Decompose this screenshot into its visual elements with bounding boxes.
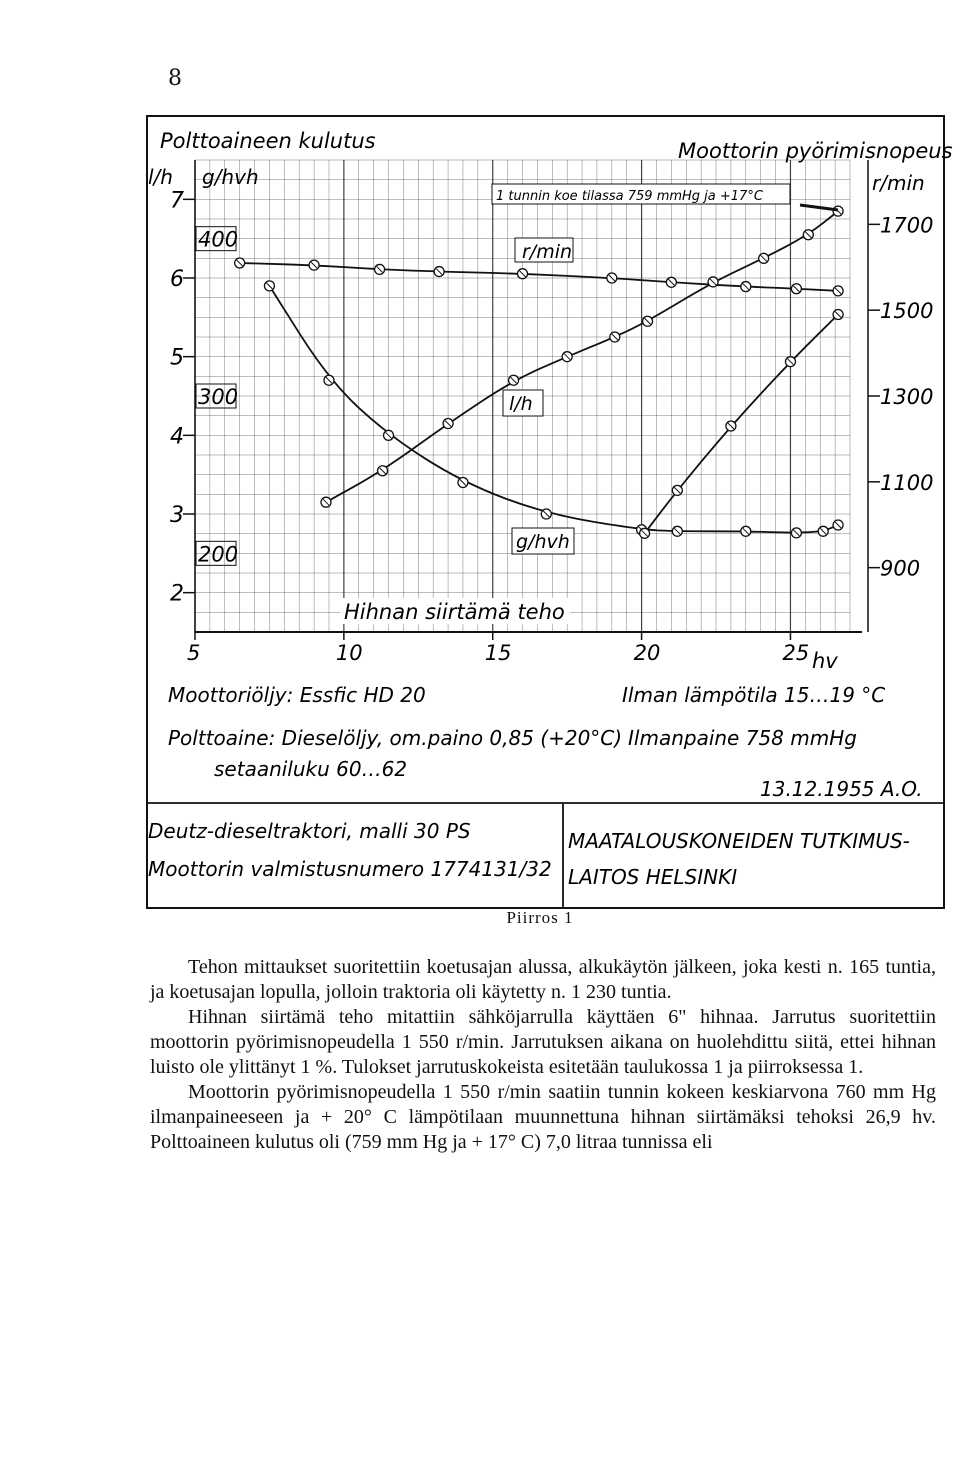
info-institute-1: MAATALOUSKONEIDEN TUTKIMUS- — [568, 829, 910, 853]
series-line-3 — [645, 314, 839, 533]
rpm-tick-label: 1300 — [880, 385, 934, 409]
g-tick-label: 400 — [198, 227, 239, 252]
left-unit-lh: l/h — [148, 165, 173, 189]
lh-tick-label: 2 — [170, 581, 184, 607]
label-lh: l/h — [509, 393, 533, 415]
paragraph: Tehon mittaukset suoritettiin koetusajan alussa, alkukäytön jälkeen, joka kesti n. 165 tuntia, ja koetusajan lopulla, jolloin traktoria oli käytetty n. 1 230 tuntia. — [150, 956, 936, 1003]
right-axis-unit: r/min — [872, 171, 925, 195]
info-tractor: Deutz-dieseltraktori, malli 30 PS — [148, 819, 471, 843]
rpm-tick-label: 1100 — [880, 470, 934, 495]
paragraph: Moottorin pyörimisnopeudella 1 550 r/min saatiin tunnin kokeen keskiarvona 760 mm Hg ilmanpaineeseen ja + 20° C lämpötilaan muunnettuna hihnan siirtämäksi tehoksi 26,9 hv. Polttoaineen kulutus oli (759 mm Hg ja + 17° C) 7,0 litraa tunnissa eli — [150, 1081, 936, 1153]
left-unit-g: g/hvh — [202, 165, 259, 189]
lh-tick-label: 5 — [170, 345, 184, 371]
cond-pressure: Ilmanpaine 758 mmHg — [628, 726, 857, 750]
test-note-arrow — [800, 205, 838, 210]
lh-tick-label: 3 — [170, 503, 184, 528]
info-serial: Moottorin valmistusnumero 1774131/32 — [148, 857, 552, 881]
x-tick-label: 20 — [633, 641, 661, 665]
left-axis-title: Polttoaineen kulutus — [160, 129, 376, 153]
label-rmin: r/min — [522, 241, 573, 263]
g-tick-label: 200 — [198, 542, 239, 567]
cond-date: 13.12.1955 A.O. — [760, 777, 923, 801]
rpm-tick-label: 900 — [880, 556, 921, 581]
info-institute-2: LAITOS HELSINKI — [568, 865, 738, 889]
cond-oil: Moottoriöljy: Essfic HD 20 — [168, 683, 426, 707]
lh-tick-label: 6 — [170, 267, 184, 292]
body-text — [150, 955, 936, 1155]
x-tick-label: 5 — [187, 641, 201, 665]
cond-fuel: Polttoaine: Dieselöljy, om.paino 0,85 (+20°C) — [168, 726, 623, 750]
x-tick-label: 15 — [484, 641, 512, 665]
page-number: 8 — [168, 66, 182, 91]
cond-temp: Ilman lämpötila 15…19 °C — [622, 683, 886, 707]
rpm-tick-label: 1500 — [880, 299, 934, 324]
lh-tick-label: 4 — [170, 424, 184, 450]
cond-cetane: setaaniluku 60…62 — [214, 757, 408, 781]
test-note: 1 tunnin koe tilassa 759 mmHg ja +17°C — [496, 189, 763, 204]
series-line-2 — [269, 286, 838, 533]
figure-caption: Piirros 1 — [506, 908, 574, 927]
label-belt: Hihnan siirtämä teho — [344, 600, 565, 624]
right-axis-title: Moottorin pyörimisnopeus — [678, 139, 953, 163]
x-axis-label: hv — [812, 649, 838, 673]
rpm-tick-label: 1700 — [880, 213, 934, 238]
x-tick-label: 25 — [782, 641, 810, 665]
lh-tick-label: 7 — [170, 188, 184, 214]
paragraph: Hihnan siirtämä teho mitattiin sähköjarrulla käyttäen 6" hihnaa. Jarrutus suoritettiin moottorin pyörimisnopeudella 1 550 r/min. Jarrutuksen aikana on huolehdittu siitä, ettei hihnan luisto ole ylittänyt 1 %. Tulokset jarrutuskokeista esitetään taulukossa 1 ja piirroksessa 1. — [150, 1006, 936, 1078]
label-g: g/hvh — [516, 531, 570, 553]
x-tick-label: 10 — [335, 641, 363, 665]
g-tick-label: 300 — [198, 385, 239, 409]
